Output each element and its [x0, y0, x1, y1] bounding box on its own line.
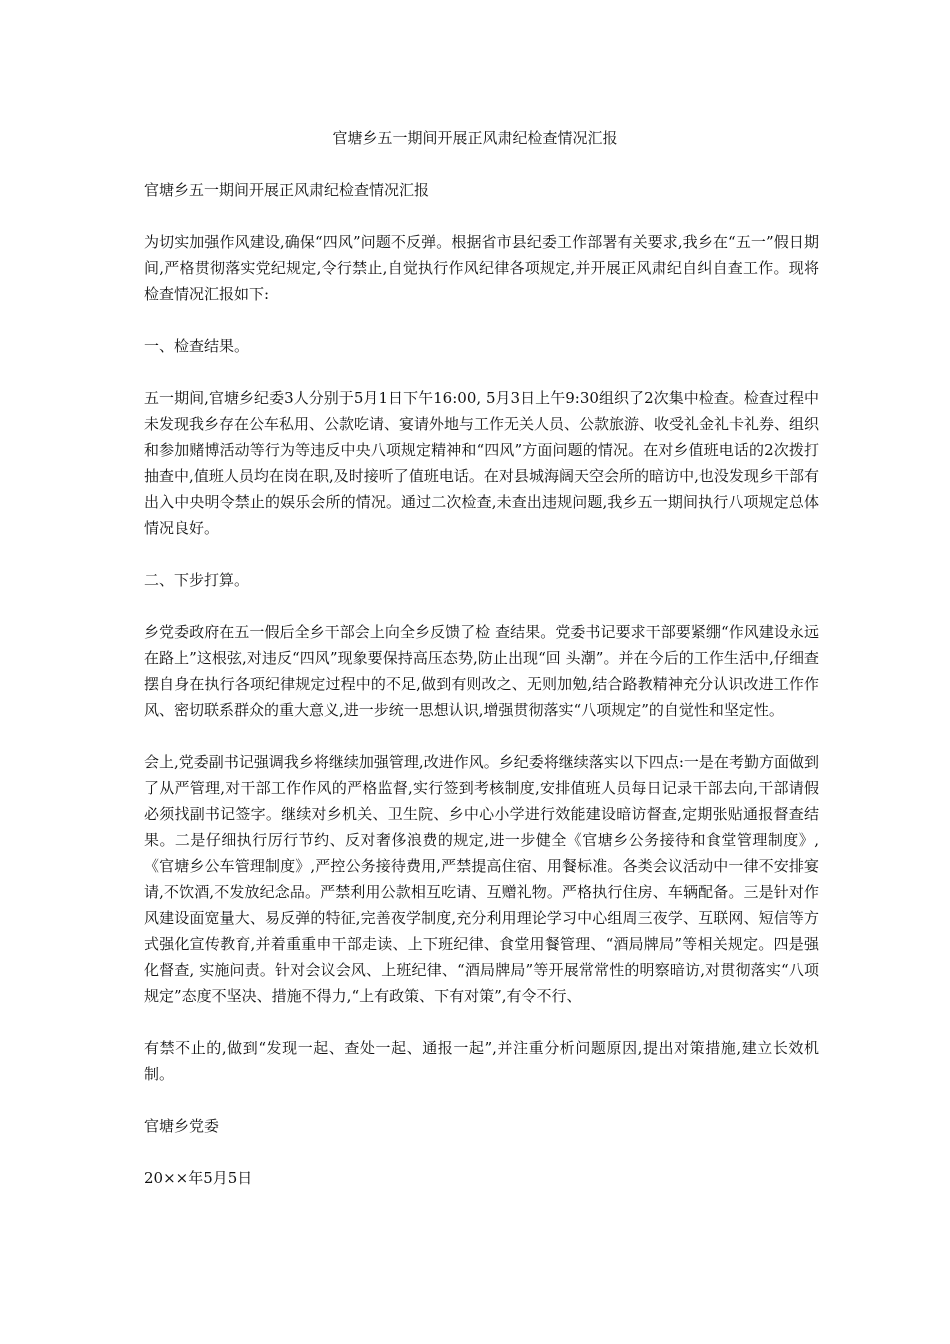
document-body — [144, 177, 819, 1217]
document-title: 官塘乡五一期间开展正风肃纪检查情况汇报 — [332, 129, 618, 147]
signature: 官塘乡党委 — [144, 1117, 220, 1135]
section-2-paragraph-3: 有禁不止的,做到“发现一起、查处一起、通报一起”,并注重分析问题原因,提出对策措施,建立长效机制。 — [144, 1039, 819, 1083]
document-date: 20××年5月5日 — [144, 1169, 253, 1187]
section-1-heading: 一、检查结果。 — [144, 337, 250, 355]
section-2-paragraph-2: 会上,党委副书记强调我乡将继续加强管理,改进作风。乡纪委将继续落实以下四点:一是在考勤方面做到了从严管理,对干部工作作风的严格监督,实行签到考核制度,安排值班人员每日记录干部去向,干部请假必须找副书记签字。继续对乡机关、卫生院、乡中心小学进行效能建设暗访督查,定期张贴通报督查结果。二是仔细执行厉行节约、反对奢侈浪费的规定,进一步健全《官塘乡公务接待和食堂管理制度》,《官塘乡公车管理制度》,严控公务接待费用,严禁提高住宿、用餐标准。各类会议活动中一律不安排宴请,不饮酒,不发放纪念品。严禁利用公款相互吃请、互赠礼物。严格执行住房、车辆配备。三是针对作风建设面宽量大、易反弹的特征,完善夜学制度,充分利用理论学习中心组周三夜学、互联网、短信等方式强化宣传教育,并着重重申干部走读、上下班纪律、食堂用餐管理、“酒局牌局”等相关规定。四是强化督查, 实施问责。针对会议会风、上班纪律、“酒局牌局”等开展常常性的明察暗访,对贯彻落实“八项规定”态度不坚决、措施不得力,“上有政策、下有对策”,有令不行、 — [144, 753, 819, 1005]
document-subtitle: 官塘乡五一期间开展正风肃纪检查情况汇报 — [144, 181, 430, 199]
section-2-heading: 二、下步打算。 — [144, 571, 250, 589]
intro-paragraph: 为切实加强作风建设,确保“四风”问题不反弹。根据省市县纪委工作部署有关要求,我乡在“五一”假日期间,严格贯彻落实党纪规定,令行禁止,自觉执行作风纪律各项规定,并开展正风肃纪自纠自查工作。现将检查情况汇报如下: — [144, 233, 819, 303]
section-1-paragraph: 五一期间,官塘乡纪委3人分别于5月1日下午16:00, 5月3日上午9:30组织了2次集中检查。检查过程中未发现我乡存在公车私用、公款吃请、宴请外地与工作无关人员、公款旅游、收受礼金礼卡礼券、组织和参加赌博活动等行为等违反中央八项规定精神和“四风”方面问题的情况。在对乡值班电话的2次拨打抽查中,值班人员均在岗在职,及时接听了值班电话。在对县城海阔天空会所的暗访中,也没发现乡干部有出入中央明令禁止的娱乐会所的情况。通过二次检查,未查出违规问题,我乡五一期间执行八项规定总体情况良好。 — [144, 389, 820, 537]
section-2-paragraph-1: 乡党委政府在五一假后全乡干部会上向全乡反馈了检 查结果。党委书记要求干部要紧绷“作风建设永远在路上”这根弦,对违反“四风”现象要保持高压态势,防止出现“回 头潮”。并在今后的工作生活中,仔细查摆自身在执行各项纪律规定过程中的不足,做到有则改之、无则加勉,结合路教精神充分认识改进工作作风、密切联系群众的重大意义,进一步统一思想认识,增强贯彻落实“八项规定”的自觉性和坚定性。 — [144, 623, 819, 719]
